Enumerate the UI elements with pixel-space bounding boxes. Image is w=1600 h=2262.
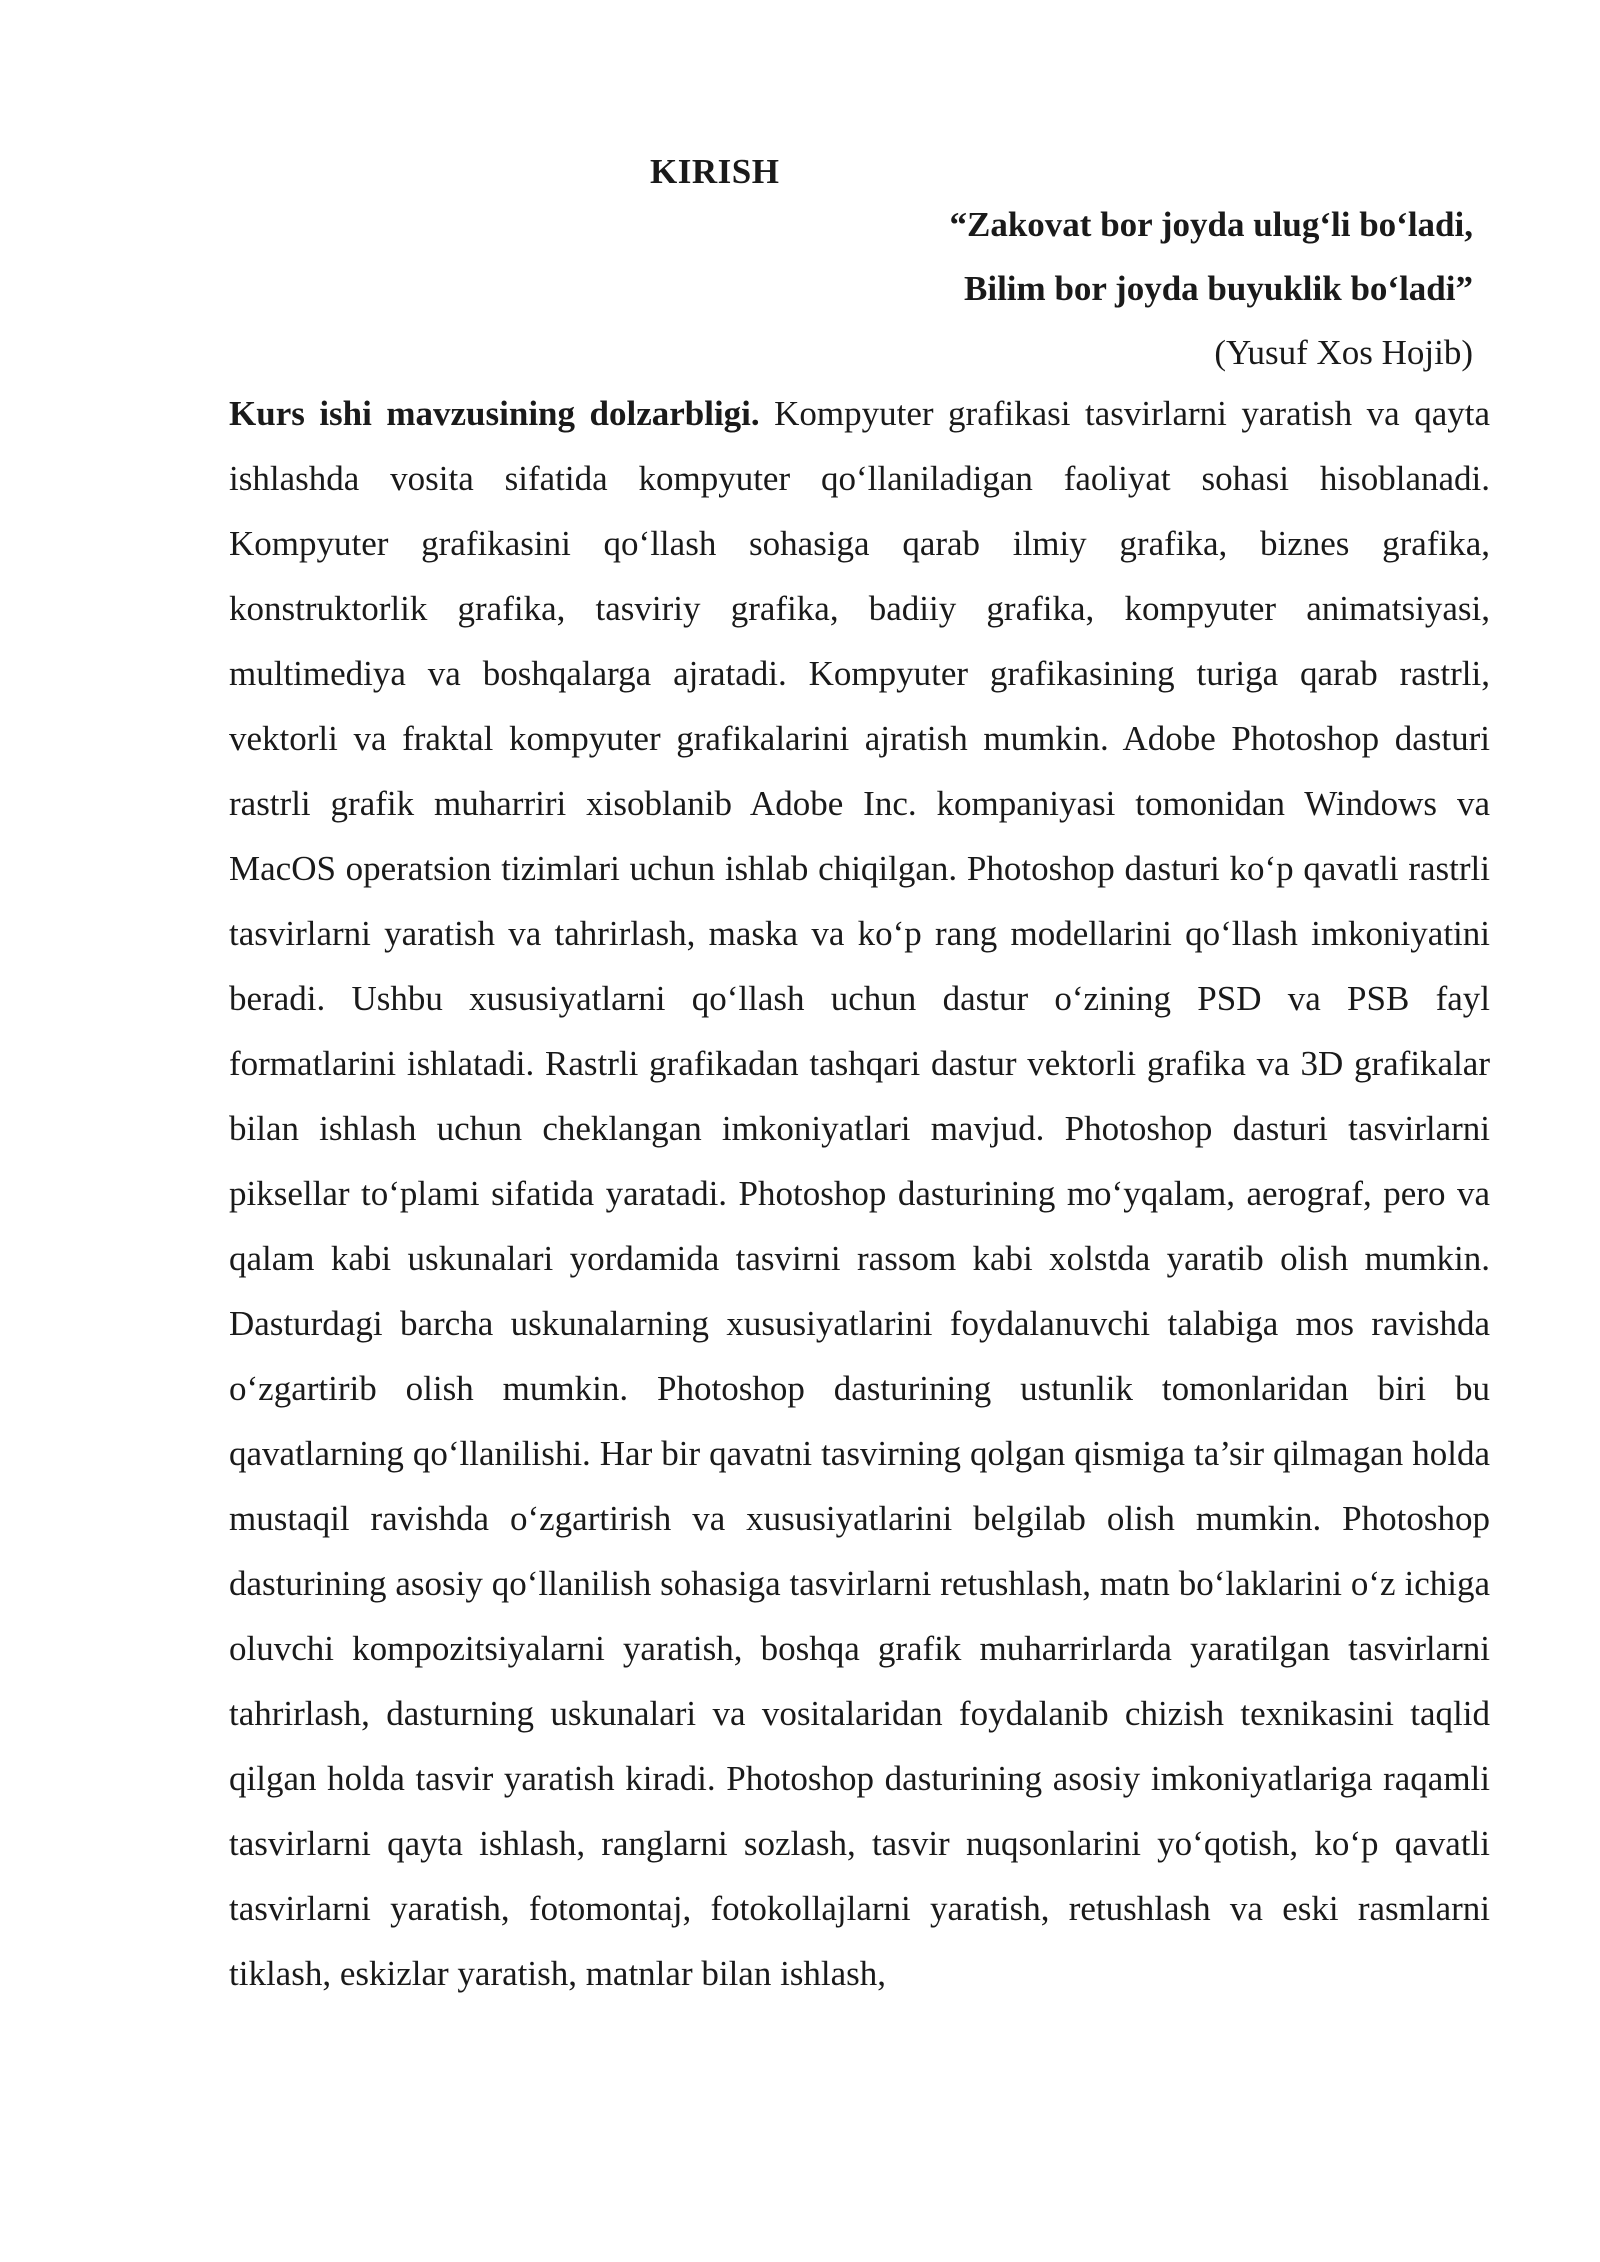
epigraph-author: (Yusuf Xos Hojib) [1214,333,1473,372]
paragraph-lead: Kurs ishi mavzusining dolzarbligi. [229,394,760,433]
epigraph [950,193,1474,385]
section-heading: KIRISH [650,152,780,191]
paragraph-text: Kompyuter grafikasi tasvirlarni yaratish va qayta ishlashda vosita sifatida kompyuter qo‘llaniladigan faoliyat sohasi hisoblanadi. Kompyuter grafikasini qo‘llash sohasiga qarab ilmiy grafika, biznes grafika, konstruktorlik grafika, tasviriy grafika, badiiy grafika, kompyuter animatsiyasi, multimediya va boshqalarga ajratadi. Kompyuter grafikasining turiga qarab rastrli, vektorli va fraktal kompyuter grafikalarini ajratish mumkin. Adobe Photoshop dasturi rastrli grafik muharriri xisoblanib Adobe Inc. kompaniyasi tomonidan Windows va MacOS operatsion tizimlari uchun ishlab chiqilgan. Photoshop dasturi ko‘p qavatli rastrli tasvirlarni yaratish va tahrirlash, maska va ko‘p rang modellarini qo‘llash imkoniyatini beradi. Ushbu xususiyatlarni qo‘llash uchun dastur o‘zining PSD va PSB fayl formatlarini ishlatadi. Rastrli grafikadan tashqari dastur vektorli grafika va 3D grafikalar bilan ishlash uchun cheklangan imkoniyatlari mavjud. Photoshop dasturi tasvirlarni piksellar to‘plami sifatida yaratadi. Photoshop dasturining mo‘yqalam, aerograf, pero va qalam kabi uskunalari yordamida tasvirni rassom kabi xolstda yaratib olish mumkin. Dasturdagi barcha uskunalarning xususiyatlarini foydalanuvchi talabiga mos ravishda o‘zgartirib olish mumkin. Photoshop dasturining ustunlik tomonlaridan biri bu qavatlarning qo‘llanilishi. Har bir qavatni tasvirning qolgan qismiga ta’sir qilmagan holda mustaqil ravishda o‘zgartirish va xususiyatlarini belgilab olish mumkin. Photoshop dasturining asosiy qo‘llanilish sohasiga tasvirlarni retushlash, matn bo‘laklarini o‘z ichiga oluvchi kompozitsiyalarni yaratish, boshqa grafik muharrirlarda yaratilgan tasvirlarni tahrirlash, dasturning uskunalari va vositalaridan foydalanib chizish texnikasini taqlid qilgan holda tasvir yaratish kiradi. Photoshop dasturining asosiy imkoniyatlariga raqamli tasvirlarni qayta ishlash, ranglarni sozlash, tasvir nuqsonlarini yo‘qotish, ko‘p qavatli tasvirlarni yaratish, fotomontaj, fotokollajlarni yaratish, retushlash va eski rasmlarni tiklash, eskizlar yaratish, matnlar bilan ishlash, [229,394,1490,1993]
body-paragraph [229,381,1490,2006]
epigraph-line-2: Bilim bor joyda buyuklik bo‘ladi” [964,269,1473,308]
epigraph-line-1: “Zakovat bor joyda ulug‘li bo‘ladi, [949,205,1473,244]
